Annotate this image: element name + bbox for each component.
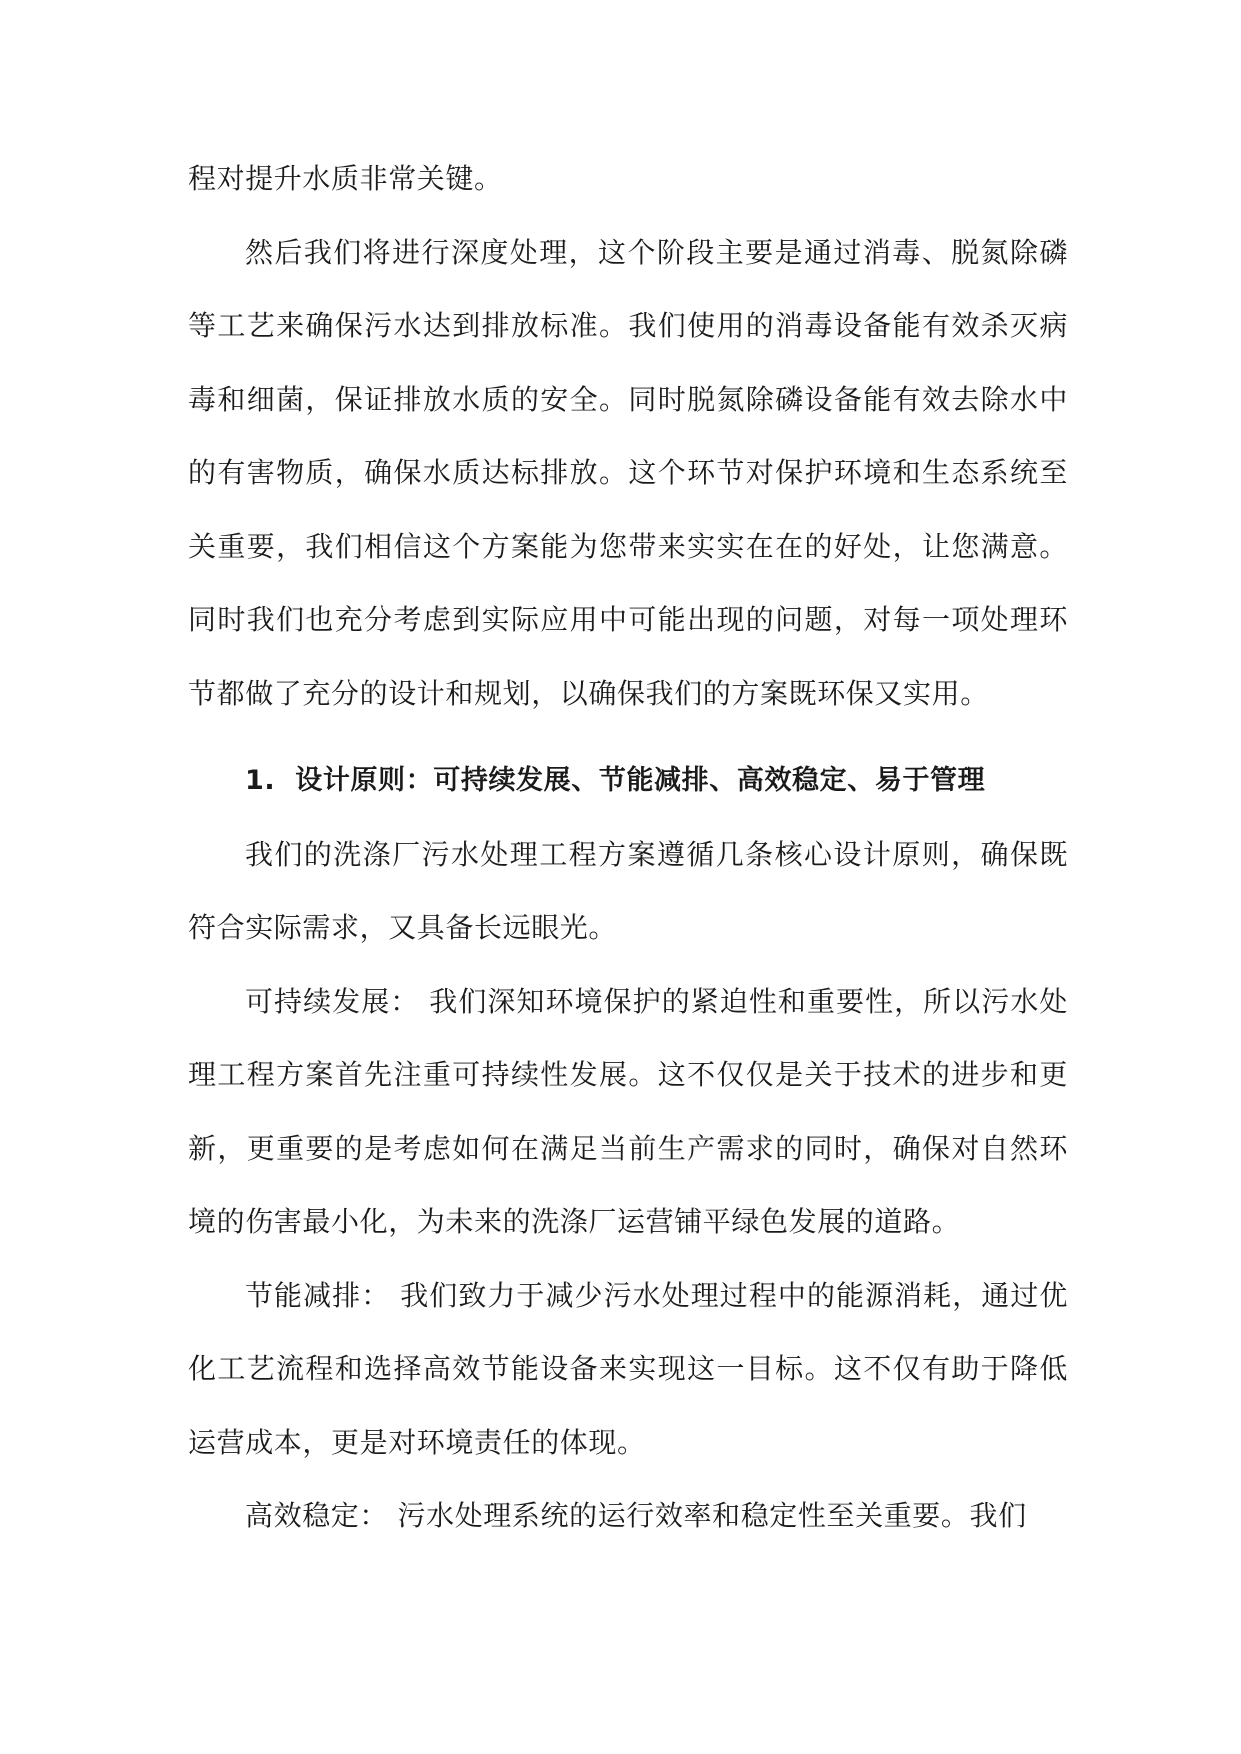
section-heading: [188, 744, 1068, 818]
paragraph-continuation: 程对提升水质非常关键。: [188, 162, 503, 195]
paragraph-energy-saving: 节能减排： 我们致力于减少污水处理过程中的能源消耗，通过优化工艺流程和选择高效节能设备来实现这一目标。这不仅有助于降低运营成本，更是对环境责任的体现。: [188, 1278, 1068, 1459]
paragraph-deep-treatment: 然后我们将进行深度处理，这个阶段主要是通过消毒、脱氮除磷等工艺来确保污水达到排放标准。我们使用的消毒设备能有效杀灭病毒和细菌，保证排放水质的安全。同时脱氮除磷设备能有效去除水中的有害物质，确保水质达标排放。这个环节对保护环境和生态系统至关重要，我们相信这个方案能为您带来实实在在的好处，让您满意。同时我们也充分考虑到实际应用中可能出现的问题，对每一项处理环节都做了充分的设计和规划，以确保我们的方案既环保又实用。: [188, 235, 1068, 710]
section-number: 1.: [245, 765, 276, 796]
paragraph-efficient-stable: 高效稳定： 污水处理系统的运行效率和稳定性至关重要。我们: [245, 1499, 1027, 1532]
section-title: 设计原则：可持续发展、节能减排、高效稳定、易于管理: [295, 765, 986, 796]
paragraph-design-principles-intro: 我们的洗涤厂污水处理工程方案遵循几条核心设计原则，确保既符合实际需求，又具备长远眼光。: [188, 837, 1068, 944]
paragraph-sustainable-development: 可持续发展： 我们深知环境保护的紧迫性和重要性，所以污水处理工程方案首先注重可持续性发展。这不仅仅是关于技术的进步和更新，更重要的是考虑如何在满足当前生产需求的同时，确保对自然环境的伤害最小化，为未来的洗涤厂运营铺平绿色发展的道路。: [188, 984, 1068, 1238]
section-spacer: [188, 730, 1068, 744]
document-body: [188, 142, 1068, 1553]
